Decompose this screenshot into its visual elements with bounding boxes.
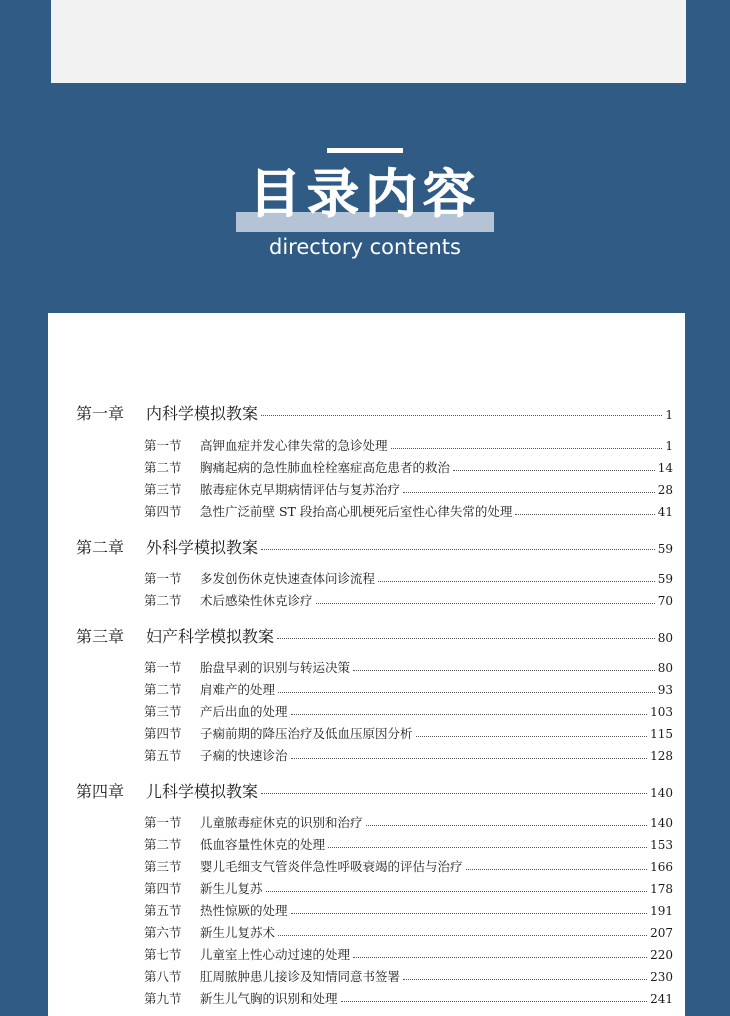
section-page: 1 <box>665 439 673 453</box>
toc-section[interactable] <box>144 702 673 720</box>
dot-leader <box>291 758 648 759</box>
section-page: 207 <box>650 926 673 940</box>
section-title: 低血容量性休克的处理 <box>200 837 326 852</box>
toc-chapter-1[interactable] <box>76 401 673 424</box>
section-page: 178 <box>650 882 673 896</box>
toc-chapter-4[interactable] <box>76 779 673 802</box>
section-label: 第一节 <box>144 438 182 453</box>
toc-panel <box>48 313 685 1016</box>
chapter-page: 80 <box>657 631 673 645</box>
dot-leader <box>391 448 663 449</box>
section-title: 儿童脓毒症休克的识别和治疗 <box>200 815 363 830</box>
dot-leader <box>277 638 655 639</box>
dot-leader <box>316 603 655 604</box>
toc-section[interactable] <box>144 967 673 985</box>
section-label: 第三节 <box>144 704 182 719</box>
section-label: 第九节 <box>144 991 182 1006</box>
section-title: 脓毒症休克早期病情评估与复苏治疗 <box>200 482 401 497</box>
section-page: 59 <box>657 572 673 586</box>
section-page: 28 <box>657 483 673 497</box>
chapter-label: 第一章 <box>76 404 125 423</box>
dot-leader <box>291 913 648 914</box>
chapter-title: 妇产科学模拟教案 <box>146 627 275 646</box>
toc-section[interactable] <box>144 436 673 454</box>
dot-leader <box>403 979 647 980</box>
dot-leader <box>278 935 647 936</box>
title-decor-bar <box>327 148 403 153</box>
section-title: 胎盘早剥的识别与转运决策 <box>200 660 351 675</box>
section-page: 241 <box>650 992 673 1006</box>
dot-leader <box>515 514 654 515</box>
dot-leader <box>353 670 655 671</box>
section-page: 80 <box>657 661 673 675</box>
chapter-label: 第四章 <box>76 782 125 801</box>
section-title: 肛周脓肿患儿接诊及知情同意书签署 <box>200 969 401 984</box>
section-title: 新生儿复苏 <box>200 881 263 896</box>
page-subtitle: directory contents <box>269 235 461 259</box>
section-page: 115 <box>650 727 673 741</box>
section-title: 多发创伤休克快速查体问诊流程 <box>200 571 376 586</box>
section-label: 第三节 <box>144 482 182 497</box>
chapter-page: 59 <box>657 542 673 556</box>
section-label: 第七节 <box>144 947 182 962</box>
dot-leader <box>266 891 648 892</box>
chapter-label: 第二章 <box>76 538 125 557</box>
section-label: 第六节 <box>144 925 182 940</box>
dot-leader <box>366 825 648 826</box>
section-label: 第一节 <box>144 571 182 586</box>
chapter-page: 140 <box>650 786 673 800</box>
dot-leader <box>416 736 648 737</box>
section-page: 140 <box>650 816 673 830</box>
section-label: 第五节 <box>144 903 182 918</box>
section-label: 第一节 <box>144 815 182 830</box>
section-page: 93 <box>657 683 673 697</box>
section-page: 103 <box>650 705 673 719</box>
chapter-page: 1 <box>665 408 673 422</box>
toc-section[interactable] <box>144 680 673 698</box>
section-label: 第四节 <box>144 726 182 741</box>
toc-section[interactable] <box>144 813 673 831</box>
section-page: 14 <box>657 461 673 475</box>
chapter-title: 外科学模拟教案 <box>146 538 259 557</box>
section-label: 第五节 <box>144 748 182 763</box>
section-title: 儿童室上性心动过速的处理 <box>200 947 351 962</box>
section-page: 70 <box>657 594 673 608</box>
section-label: 第三节 <box>144 859 182 874</box>
section-page: 191 <box>650 904 673 918</box>
toc-section[interactable] <box>144 502 673 520</box>
section-label: 第二节 <box>144 682 182 697</box>
toc-section[interactable] <box>144 724 673 742</box>
dot-leader <box>261 549 655 550</box>
section-label: 第八节 <box>144 969 182 984</box>
section-title: 急性广泛前壁 ST 段抬高心肌梗死后室性心律失常的处理 <box>200 504 513 519</box>
section-title: 热性惊厥的处理 <box>200 903 288 918</box>
section-title: 新生儿气胸的识别和处理 <box>200 991 338 1006</box>
toc-section[interactable] <box>144 658 673 676</box>
section-page: 41 <box>657 505 673 519</box>
section-label: 第四节 <box>144 504 182 519</box>
section-title: 胸痛起病的急性肺血栓栓塞症高危患者的救治 <box>200 460 451 475</box>
chapter-label: 第三章 <box>76 627 125 646</box>
dot-leader <box>453 470 655 471</box>
section-page: 230 <box>650 970 673 984</box>
dot-leader <box>261 793 647 794</box>
section-title: 子痫的快速诊治 <box>200 748 288 763</box>
toc-section[interactable] <box>144 879 673 897</box>
dot-leader <box>378 581 655 582</box>
section-title: 产后出血的处理 <box>200 704 288 719</box>
section-page: 166 <box>650 860 673 874</box>
toc-chapter-3[interactable] <box>76 624 673 647</box>
dot-leader <box>466 869 648 870</box>
toc-section[interactable] <box>144 857 673 875</box>
toc-section[interactable] <box>144 989 673 1007</box>
section-title: 高钾血症并发心律失常的急诊处理 <box>200 438 388 453</box>
toc-section[interactable] <box>144 458 673 476</box>
top-page-panel <box>51 0 686 83</box>
dot-leader <box>403 492 655 493</box>
section-label: 第二节 <box>144 593 182 608</box>
chapter-title: 儿科学模拟教案 <box>146 782 259 801</box>
toc-chapter-2[interactable] <box>76 535 673 558</box>
toc-section[interactable] <box>144 945 673 963</box>
section-title: 新生儿复苏术 <box>200 925 276 940</box>
toc-section[interactable] <box>144 901 673 919</box>
section-title: 肩难产的处理 <box>200 682 276 697</box>
section-page: 153 <box>650 838 673 852</box>
section-label: 第一节 <box>144 660 182 675</box>
toc-section[interactable] <box>144 480 673 498</box>
section-label: 第四节 <box>144 881 182 896</box>
dot-leader <box>261 415 662 416</box>
section-page: 128 <box>650 749 673 763</box>
toc-section[interactable] <box>144 923 673 941</box>
section-title: 子痫前期的降压治疗及低血压原因分析 <box>200 726 413 741</box>
dot-leader <box>353 957 647 958</box>
dot-leader <box>341 1001 648 1002</box>
toc-section[interactable] <box>144 591 673 609</box>
toc-section[interactable] <box>144 569 673 587</box>
dot-leader <box>278 692 655 693</box>
section-title: 婴儿毛细支气管炎伴急性呼吸衰竭的评估与治疗 <box>200 859 463 874</box>
section-label: 第二节 <box>144 460 182 475</box>
toc-section[interactable] <box>144 746 673 764</box>
page-title: 目录内容 <box>248 165 481 225</box>
section-title: 术后感染性休克诊疗 <box>200 593 313 608</box>
chapter-title: 内科学模拟教案 <box>146 404 259 423</box>
dot-leader <box>328 847 647 848</box>
section-page: 220 <box>650 948 673 962</box>
toc-section[interactable] <box>144 835 673 853</box>
section-label: 第二节 <box>144 837 182 852</box>
dot-leader <box>291 714 648 715</box>
